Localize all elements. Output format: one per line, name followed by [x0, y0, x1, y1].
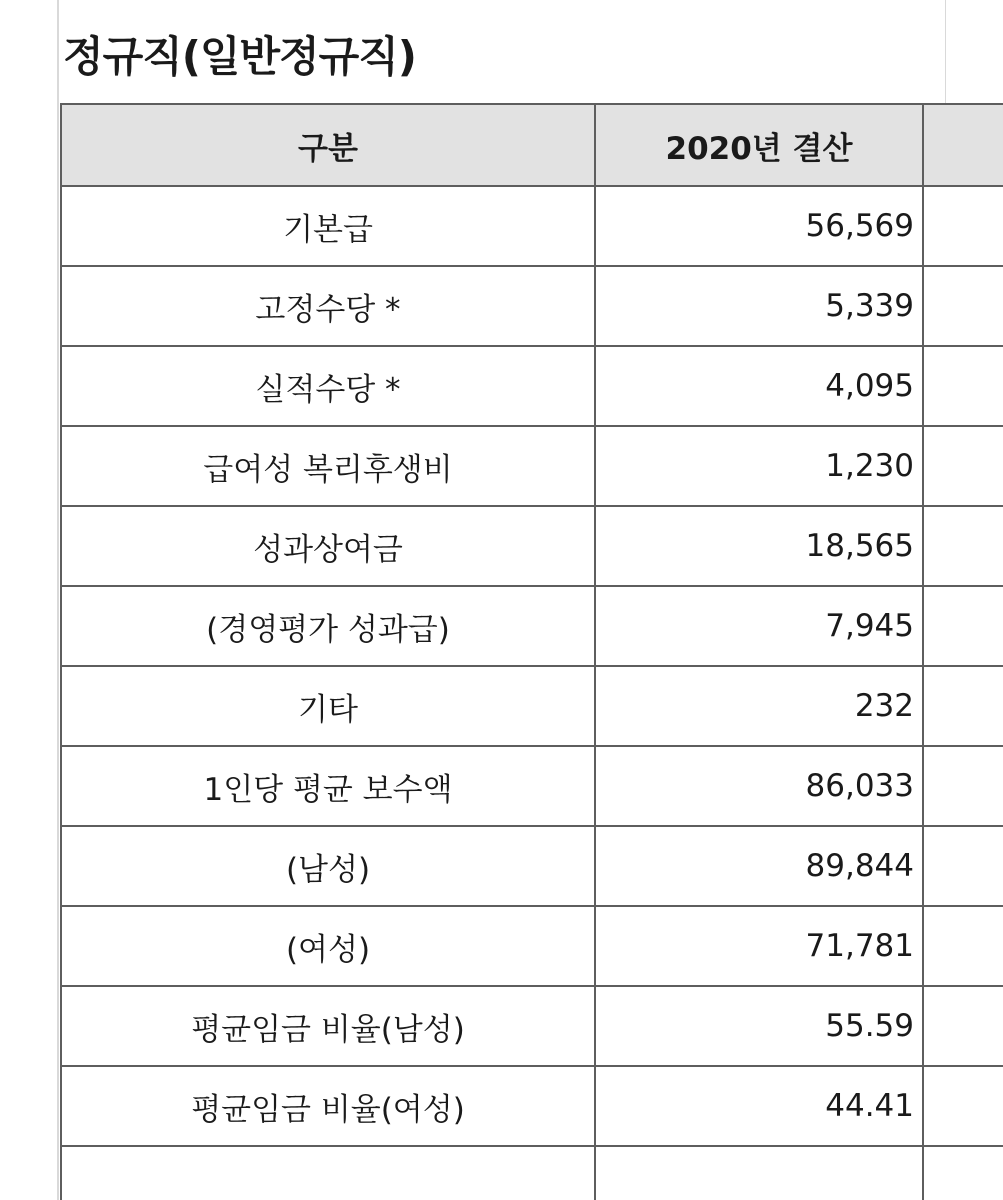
table-row	[61, 746, 1003, 826]
row-cut-off	[923, 506, 1003, 586]
row-label: 평균임금 비율(여성)	[61, 1066, 595, 1146]
row-value: 89,844	[595, 826, 923, 906]
table-row	[61, 266, 1003, 346]
table-row	[61, 426, 1003, 506]
row-value: 4,095	[595, 346, 923, 426]
table-row	[61, 826, 1003, 906]
row-label: 평균임금 비율(남성)	[61, 986, 595, 1066]
table-row	[61, 666, 1003, 746]
row-cut-off	[923, 906, 1003, 986]
row-cut-off	[923, 986, 1003, 1066]
row-value: 71,781	[595, 906, 923, 986]
table-row	[61, 186, 1003, 266]
table-row	[61, 906, 1003, 986]
row-cut-off	[923, 186, 1003, 266]
table-row	[61, 506, 1003, 586]
row-label: 고정수당 *	[61, 266, 595, 346]
page-title: 정규직(일반정규직)	[63, 32, 416, 81]
row-cut-off	[923, 746, 1003, 826]
row-cut-off	[923, 1066, 1003, 1146]
row-value-empty	[595, 1146, 923, 1200]
salary-table-wrapper	[60, 103, 1003, 1200]
row-cut-off	[923, 666, 1003, 746]
row-label: (여성)	[61, 906, 595, 986]
table-row	[61, 986, 1003, 1066]
row-value: 44.41	[595, 1066, 923, 1146]
table-row	[61, 586, 1003, 666]
row-label: (남성)	[61, 826, 595, 906]
row-label-empty	[61, 1146, 595, 1200]
row-cut-off	[923, 586, 1003, 666]
right-border	[945, 0, 946, 104]
row-cut-off	[923, 346, 1003, 426]
row-value: 5,339	[595, 266, 923, 346]
table-row	[61, 346, 1003, 426]
row-label: (경영평가 성과급)	[61, 586, 595, 666]
salary-table	[60, 103, 1003, 1200]
header-category: 구분	[61, 104, 595, 186]
row-label: 기본급	[61, 186, 595, 266]
row-value: 1,230	[595, 426, 923, 506]
row-value: 18,565	[595, 506, 923, 586]
row-label: 급여성 복리후생비	[61, 426, 595, 506]
row-cut-off	[923, 1146, 1003, 1200]
table-row	[61, 1066, 1003, 1146]
row-value: 7,945	[595, 586, 923, 666]
row-cut-off	[923, 266, 1003, 346]
row-cut-off	[923, 826, 1003, 906]
header-2020-settlement: 2020년 결산	[595, 104, 923, 186]
row-label: 실적수당 *	[61, 346, 595, 426]
table-row-partial	[61, 1146, 1003, 1200]
row-value: 86,033	[595, 746, 923, 826]
row-value: 232	[595, 666, 923, 746]
header-cut-off	[923, 104, 1003, 186]
left-border	[57, 0, 59, 1200]
row-value: 56,569	[595, 186, 923, 266]
row-label: 1인당 평균 보수액	[61, 746, 595, 826]
table-header-row	[61, 104, 1003, 186]
row-label: 기타	[61, 666, 595, 746]
row-label: 성과상여금	[61, 506, 595, 586]
row-cut-off	[923, 426, 1003, 506]
row-value: 55.59	[595, 986, 923, 1066]
